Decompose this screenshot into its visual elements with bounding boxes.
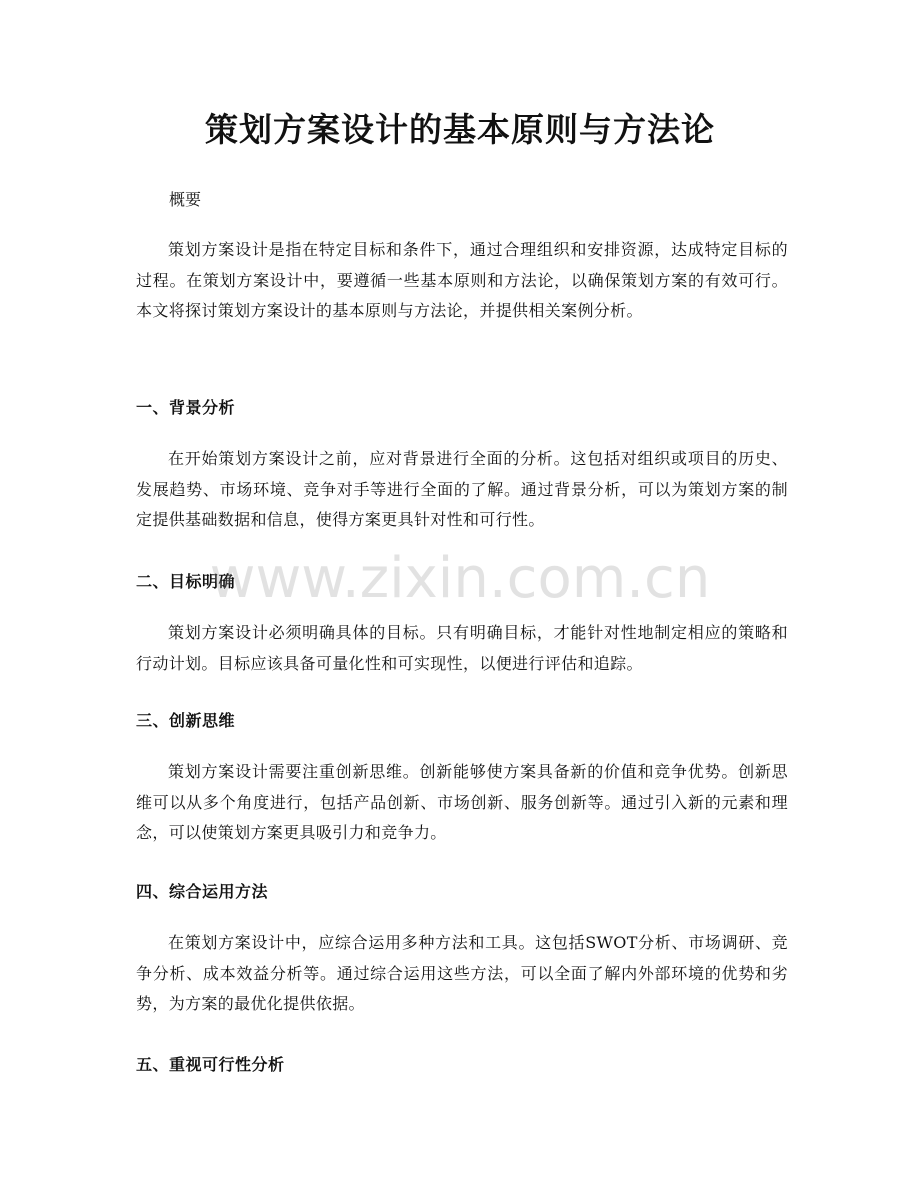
section-paragraph-background: 在开始策划方案设计之前，应对背景进行全面的分析。这包括对组织或项目的历史、发展趋势、市场环境、竞争对手等进行全面的了解。通过背景分析，可以为策划方案的制定提供基础数据和信息，使得方案更具针对性和可行性。	[136, 449, 788, 529]
section-heading-background: 一、背景分析	[136, 398, 236, 417]
watermark: www.zixin.com.cn	[209, 546, 711, 611]
abstract-label: 概要	[169, 190, 202, 209]
section-heading-goals: 二、目标明确	[136, 572, 236, 591]
section-paragraph-goals: 策划方案设计必须明确具体的目标。只有明确目标，才能针对性地制定相应的策略和行动计划。目标应该具备可量化性和可实现性，以便进行评估和追踪。	[136, 623, 788, 673]
section-heading-innovation: 三、创新思维	[136, 711, 236, 730]
section-paragraph-innovation: 策划方案设计需要注重创新思维。创新能够使方案具备新的价值和竞争优势。创新思维可以从多个角度进行，包括产品创新、市场创新、服务创新等。通过引入新的元素和理念，可以使策划方案更具吸引力和竞争力。	[136, 762, 788, 842]
document-title: 策划方案设计的基本原则与方法论	[205, 110, 715, 149]
abstract-paragraph: 策划方案设计是指在特定目标和条件下，通过合理组织和安排资源，达成特定目标的过程。在策划方案设计中，要遵循一些基本原则和方法论，以确保策划方案的有效可行。本文将探讨策划方案设计的基本原则与方法论，并提供相关案例分析。	[136, 240, 788, 320]
section-paragraph-methods: 在策划方案设计中，应综合运用多种方法和工具。这包括SWOT分析、市场调研、竞争分析、成本效益分析等。通过综合运用这些方法，可以全面了解内外部环境的优势和劣势，为方案的最优化提供依据。	[136, 933, 788, 1013]
section-heading-feasibility: 五、重视可行性分析	[136, 1055, 285, 1074]
section-heading-methods: 四、综合运用方法	[136, 882, 269, 901]
